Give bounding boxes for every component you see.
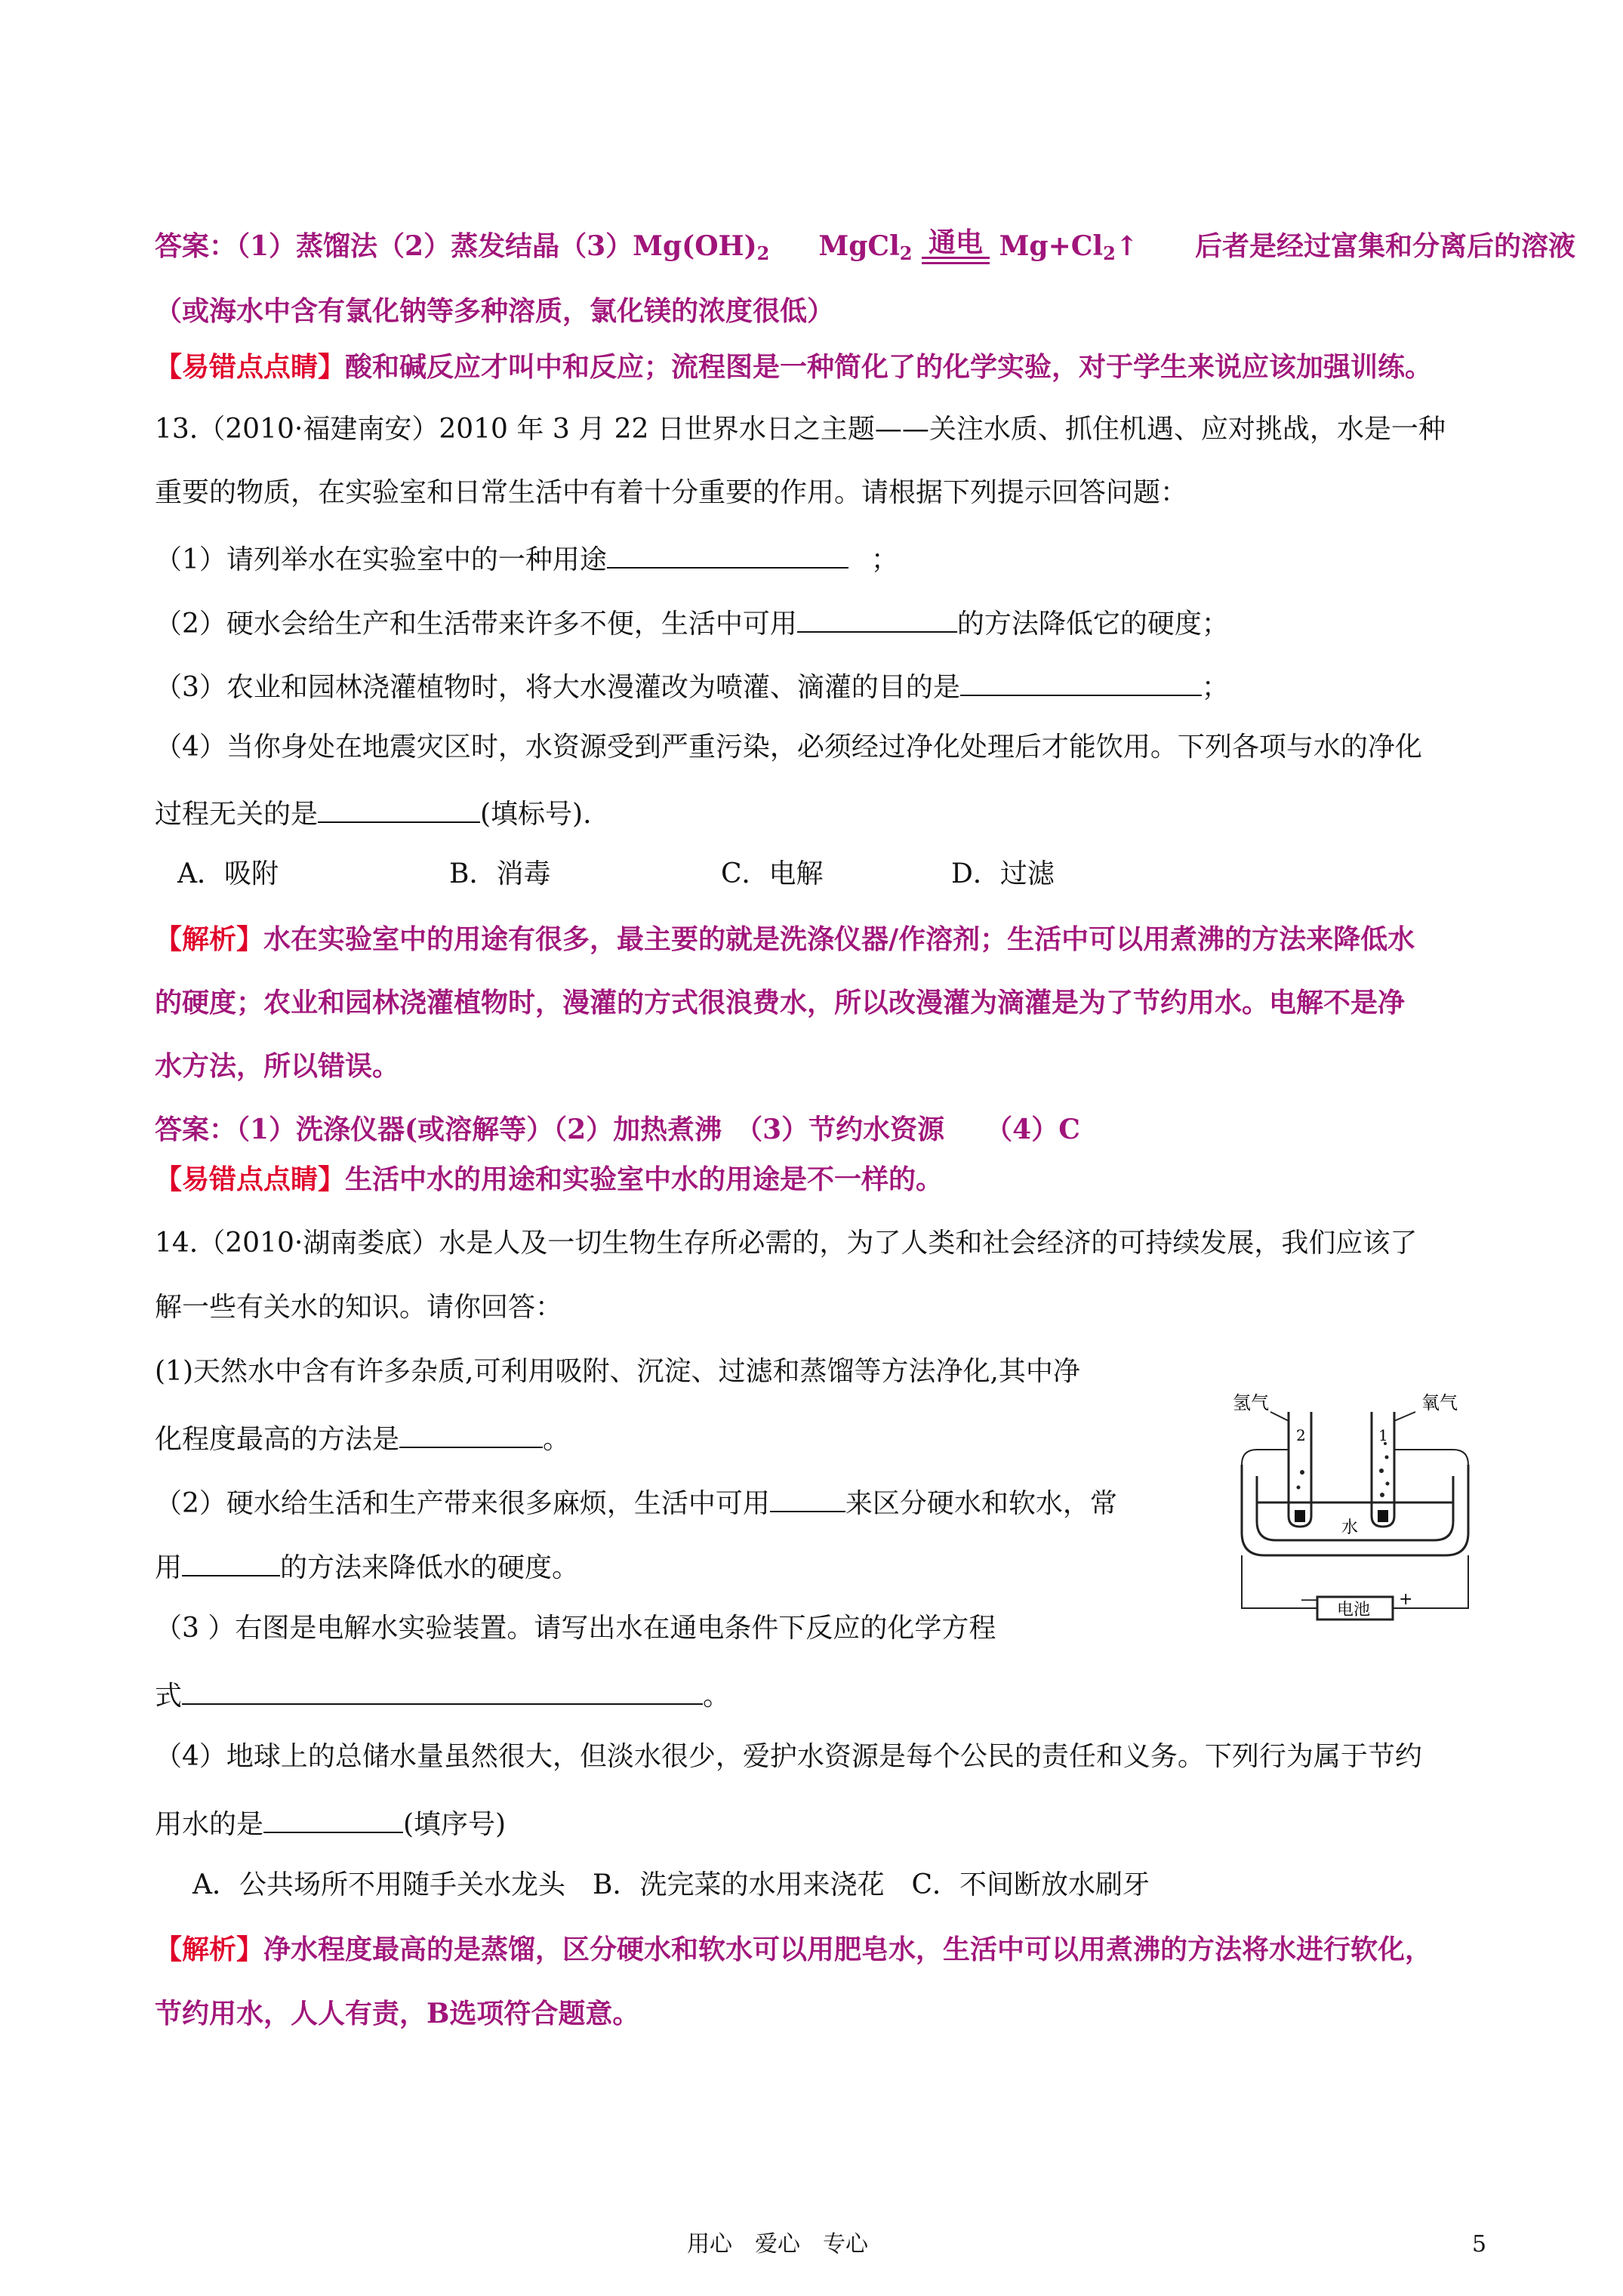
answer-blank[interactable] (182, 1676, 703, 1705)
battery-label: 电池 (1337, 1601, 1371, 1620)
q13-analysis-line3: 水方法，所以错误。 (155, 1050, 400, 1082)
q14-part1-line1: (1)天然水中含有许多杂质,可利用吸附、沉淀、过滤和蒸馏等方法净化,其中净 (155, 1356, 1080, 1387)
note-text: 酸和碱反应才叫中和反应；流程图是一种简化了的化学实验，对于学生来说应该加强训练。 (345, 351, 1433, 383)
answer-12-line2: （或海水中含有氯化钠等多种溶质，氯化镁的浓度很低） (155, 295, 835, 327)
option-a[interactable]: A．吸附 (177, 858, 279, 889)
q14-part1-prefix: 化程度最高的方法是 (155, 1424, 400, 1455)
q13-part4-prefix: 过程无关的是 (155, 799, 319, 830)
note-tag: 【易错点点睛】 (155, 351, 346, 383)
minus-sign: — (1301, 1590, 1317, 1609)
q13-stem-line2: 重要的物质，在实验室和日常生活中有着十分重要的作用。请根据下列提示回答问题： (155, 477, 1188, 508)
q14-part3-line1: （3 ）右图是电解水实验装置。请写出水在通电条件下反应的化学方程 (155, 1613, 996, 1644)
subscript: 2 (899, 242, 913, 264)
electrolysis-apparatus-figure (1227, 1382, 1483, 1638)
answer-blank[interactable] (607, 540, 848, 569)
reaction-condition (922, 228, 990, 270)
mgcl2-formula: MgCl (818, 230, 900, 262)
gas-arrow-icon: ↑ (1115, 230, 1138, 262)
q14-part4-line1: （4）地球上的总储水量虽然很大，但淡水很少，爱护水资源是每个公民的责任和义务。下列行为属于节约 (155, 1741, 1422, 1772)
answer-blank[interactable] (797, 604, 957, 633)
answer-12-prefix: 答案：（1）蒸馏法（2）蒸发结晶（3）Mg(OH) (155, 230, 757, 262)
q13-analysis-line2: 的硬度；农业和园林浇灌植物时，漫灌的方式很浪费水，所以改漫灌为滴灌是为了节约用水。电解不是净 (155, 987, 1406, 1019)
q13-part4-line1: （4）当你身处在地震灾区时，水资源受到严重污染，必须经过净化处理后才能饮用。下列各项与水的净化 (155, 732, 1422, 763)
tube-number-right: 1 (1378, 1426, 1388, 1444)
q13-part3 (155, 667, 1483, 704)
q13-part1-text: （1）请列举水在实验室中的一种用途 (155, 544, 607, 575)
electrolysis-diagram (1227, 1382, 1483, 1638)
q14-part2-mid: 来区分硬水和软水，常 (845, 1488, 1117, 1519)
q14-analysis-line1 (155, 1933, 1483, 1967)
q14-part1-end: 。 (543, 1424, 571, 1455)
q13-answer: 答案：（1）洗涤仪器(或溶解等）（2）加热煮沸 （3）节约水资源 （4）C (155, 1114, 1080, 1145)
q14-part3-prefix: 式 (155, 1681, 183, 1712)
q13-part3-end: ； (1201, 672, 1229, 703)
oxygen-label: 氧气 (1421, 1392, 1458, 1413)
note-tag: 【易错点点睛】 (155, 1163, 346, 1195)
reaction-condition-text: 通电 (929, 227, 984, 258)
q14-part4-line2 (155, 1804, 1483, 1841)
answer-blank[interactable] (960, 667, 1202, 696)
q14-analysis-line2: 节约用水，人人有责，B选项符合题意。 (155, 1998, 640, 2029)
answer-12-line1 (155, 227, 1576, 270)
answer-12-tail: 后者是经过富集和分离后的溶液 (1195, 230, 1576, 262)
page-number: 5 (1472, 2231, 1487, 2257)
q14-options: A．公共场所不用随手关水龙头 B．洗完菜的水用来浇花 C．不间断放水刷牙 (192, 1869, 1150, 1900)
plus-sign: + (1399, 1590, 1413, 1609)
q13-part2 (155, 604, 1483, 641)
q14-part2b-prefix: 用 (155, 1552, 183, 1583)
answer-blank[interactable] (770, 1484, 845, 1512)
option-c[interactable]: C．电解 (721, 858, 824, 889)
footer-motto: 用心 爱心 专心 (687, 2231, 868, 2257)
note-text: 生活中水的用途和实验室中水的用途是不一样的。 (345, 1163, 944, 1195)
q13-part4-end: (填标号). (480, 799, 592, 830)
q14-part4-end: (填序号) (403, 1809, 507, 1840)
answer-blank[interactable] (182, 1548, 280, 1576)
note-12 (155, 350, 1483, 384)
subscript: 2 (1103, 242, 1116, 264)
water-label: 水 (1341, 1518, 1359, 1537)
analysis-tag: 【解析】 (155, 923, 264, 955)
answer-blank[interactable] (318, 794, 480, 823)
q13-part3-text: （3）农业和园林浇灌植物时，将大水漫灌改为喷灌、滴灌的目的是 (155, 672, 960, 703)
q14-part2b-end: 的方法来降低水的硬度。 (280, 1552, 580, 1583)
q13-part2-text: （2）硬水会给生产和生活带来许多不便，生活中可用 (155, 609, 797, 639)
q13-note (155, 1163, 1483, 1197)
q13-part1-end: ； (870, 544, 898, 575)
answer-blank[interactable] (399, 1419, 543, 1448)
q14-part3-end: 。 (703, 1681, 731, 1712)
q13-stem-line1: 13.（2010·福建南安）2010 年 3 月 22 日世界水日之主题——关注水质、抓住机遇、应对挑战，水是一种 (155, 414, 1446, 445)
subscript: 2 (756, 242, 770, 264)
q13-analysis-line1 (155, 923, 1483, 957)
q14-part3-line2 (155, 1676, 1483, 1713)
q13-part1 (155, 540, 1483, 577)
q13-part4-line2 (155, 794, 1483, 831)
q13-part2-end: 的方法降低它的硬度； (956, 609, 1229, 639)
option-b[interactable]: B．消毒 (449, 858, 551, 889)
answer-blank[interactable] (263, 1804, 403, 1833)
q14-stem-line2: 解一些有关水的知识。请你回答： (155, 1292, 563, 1323)
q14-part4-prefix: 用水的是 (155, 1809, 264, 1840)
hydrogen-label: 氢气 (1233, 1392, 1269, 1413)
analysis-text: 净水程度最高的是蒸馏，区分硬水和软水可以用肥皂水，生活中可以用煮沸的方法将水进行软化， (263, 1934, 1433, 1965)
analysis-tag: 【解析】 (155, 1934, 264, 1965)
q14-stem-line1: 14.（2010·湖南娄底）水是人及一切生物生存所必需的，为了人类和社会经济的可持续发展，我们应该了 (155, 1228, 1418, 1259)
option-d[interactable]: D．过滤 (951, 858, 1055, 889)
tube-number-left: 2 (1296, 1426, 1306, 1444)
product-formula: Mg+Cl (999, 230, 1104, 262)
analysis-text: 水在实验室中的用途有很多，最主要的就是洗涤仪器/作溶剂；生活中可以用煮沸的方法来降低水 (263, 923, 1415, 955)
q14-part2-prefix: （2）硬水给生活和生产带来很多麻烦，生活中可用 (155, 1488, 770, 1519)
